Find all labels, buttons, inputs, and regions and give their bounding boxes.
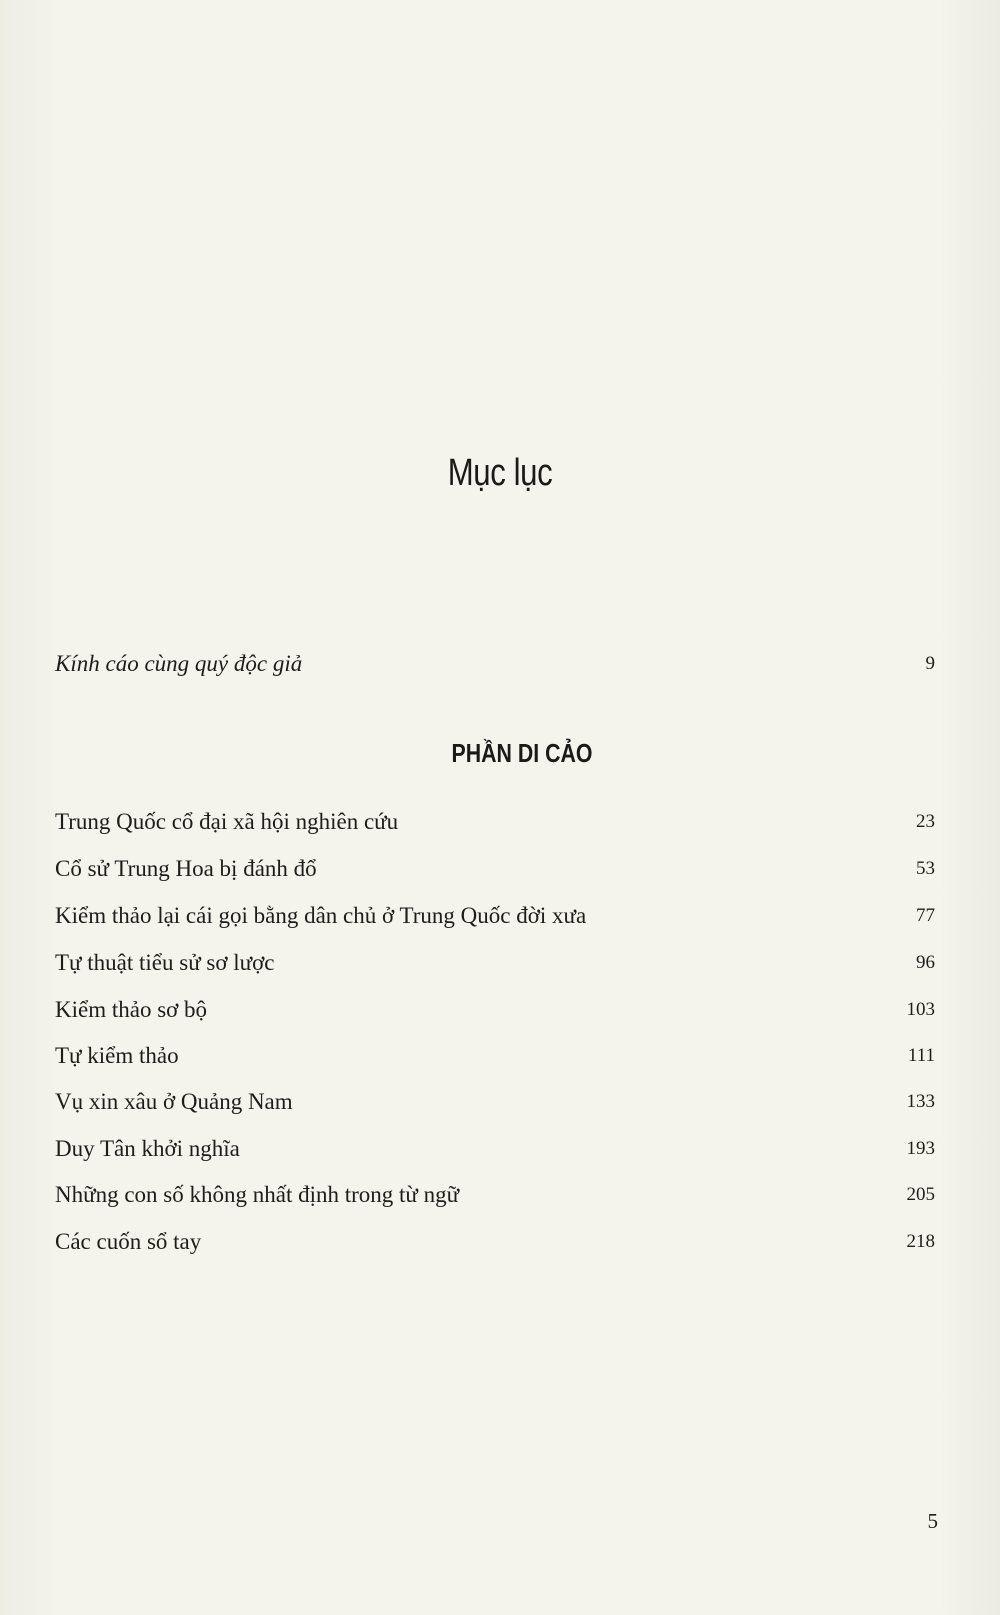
toc-entry-label: Những con số không nhất định trong từ ngữ (55, 1182, 460, 1207)
toc-entry-label: Kính cáo cùng quý độc giả (55, 651, 303, 676)
toc-entry-page: 9 (925, 653, 935, 674)
toc-entry-label: Kiểm thảo lại cái gọi bằng dân chủ ở Trung Quốc đời xưa (55, 903, 587, 928)
toc-entry-label: Tự thuật tiểu sử sơ lược (55, 950, 275, 975)
toc-entry (55, 1132, 935, 1166)
page-title: Mục lục (447, 452, 553, 494)
toc-entry (55, 946, 935, 980)
toc-entry (55, 993, 935, 1027)
toc-entry-page: 193 (906, 1138, 935, 1159)
toc-entry-label: Kiểm thảo sơ bộ (55, 997, 208, 1022)
toc-entry-page: 96 (916, 952, 935, 973)
toc-entry (55, 1178, 935, 1212)
page-number: 5 (927, 1509, 938, 1533)
toc-entry (55, 852, 935, 886)
toc-entry-page: 133 (906, 1091, 935, 1112)
toc-entry-page: 77 (916, 905, 935, 926)
toc-entry-page: 205 (906, 1184, 935, 1205)
section-heading: PHẦN DI CẢO (451, 738, 593, 768)
toc-entry-page: 53 (916, 858, 935, 879)
toc-entry (55, 1039, 935, 1073)
toc-entry-label: Duy Tân khởi nghĩa (55, 1136, 240, 1161)
toc-entry-label: Vụ xin xâu ở Quảng Nam (55, 1089, 293, 1114)
toc-entry-page: 218 (906, 1231, 935, 1252)
toc-entry-page: 103 (906, 999, 935, 1020)
toc-entry (55, 1085, 935, 1119)
toc-entry (55, 1225, 935, 1259)
toc-entry-page: 111 (907, 1045, 935, 1066)
toc-entry-label: Trung Quốc cổ đại xã hội nghiên cứu (55, 809, 399, 834)
toc-entry (55, 899, 935, 933)
toc-entry-page: 23 (916, 811, 935, 832)
toc-entry (55, 805, 935, 839)
toc-entry-label: Cổ sử Trung Hoa bị đánh đổ (55, 856, 317, 881)
toc-entry-label: Tự kiểm thảo (55, 1043, 179, 1068)
toc-entry-label: Các cuốn sổ tay (55, 1229, 202, 1254)
toc-entry-preface (55, 647, 935, 681)
